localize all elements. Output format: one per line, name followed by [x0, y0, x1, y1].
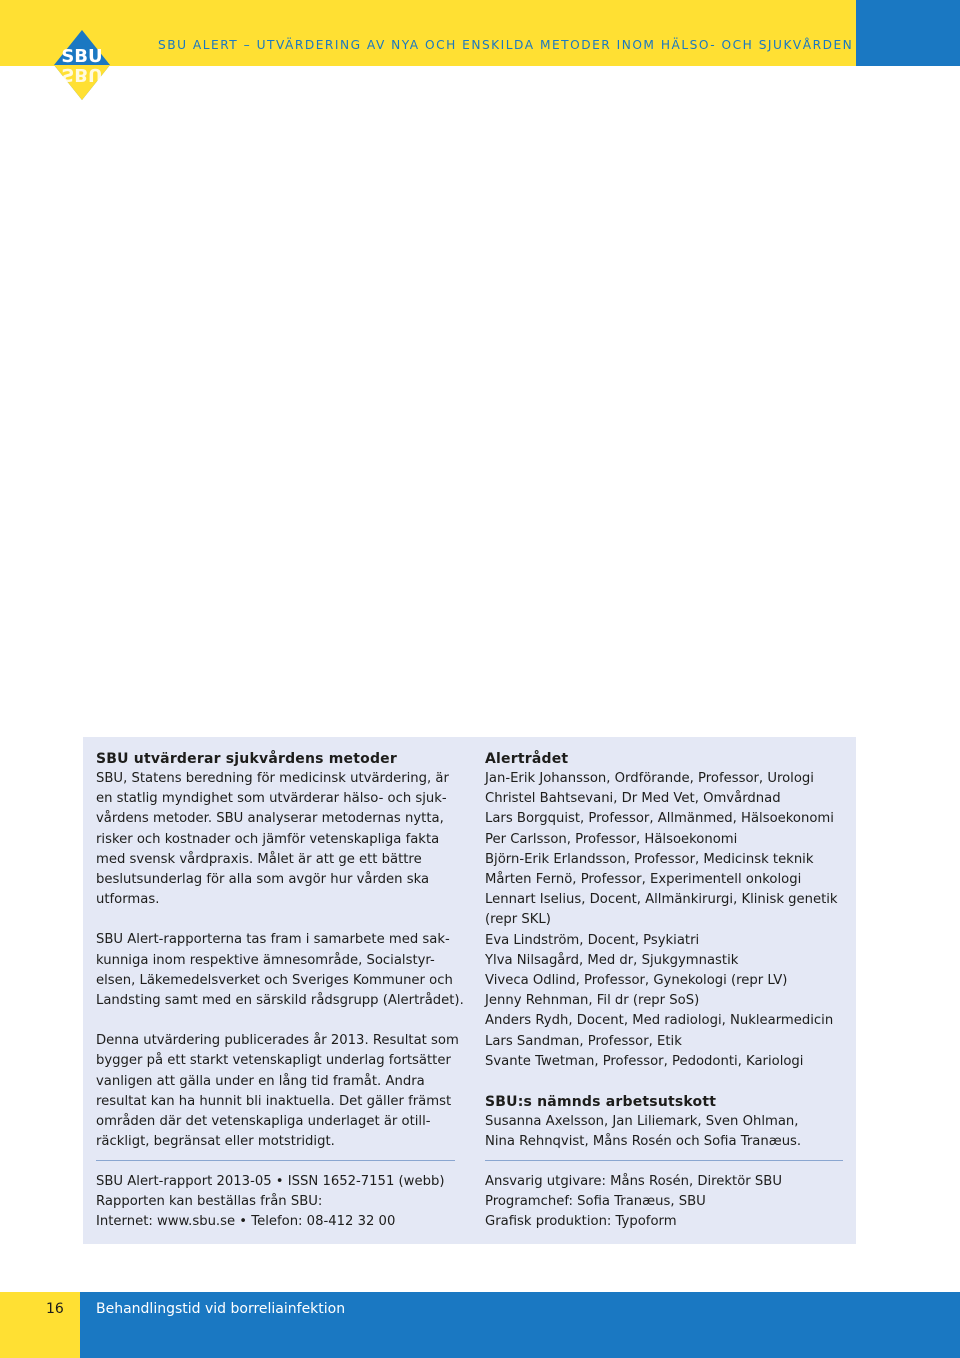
list-item: Mårten Fernö, Professor, Experimentell onkologi: [485, 872, 802, 888]
footer-title: Behandlingstid vid borreliainfektion: [96, 1301, 346, 1317]
footer-yellow-block: [0, 1292, 80, 1358]
contact-info: Internet: www.sbu.se • Telefon: 08-412 32 00: [96, 1214, 396, 1230]
text-line: vårdens metoder. SBU analyserar metodernas nytta,: [96, 811, 444, 827]
text-line: Denna utvärdering publicerades år 2013. Resultat som: [96, 1033, 459, 1049]
header-blue-block: [856, 0, 960, 66]
text-line: risker och kostnader och jämför vetenskapliga fakta: [96, 831, 440, 847]
list-item: Anders Rydh, Docent, Med radiologi, Nuklearmedicin: [485, 1013, 834, 1029]
list-item: Svante Twetman, Professor, Pedodonti, Kariologi: [485, 1053, 804, 1069]
text-line: bygger på ett starkt vetenskapligt underlag fortsätter: [96, 1053, 451, 1069]
list-item: Eva Lindström, Docent, Psykiatri: [485, 932, 700, 948]
para-collaboration: [96, 930, 464, 1011]
list-item: Jan-Erik Johansson, Ordförande, Professor, Urologi: [485, 771, 814, 786]
text-line: SBU, Statens beredning för medicinsk utvärdering, är: [96, 771, 449, 786]
order-info: Rapporten kan beställas från SBU:: [96, 1194, 323, 1210]
para-intro: [96, 769, 453, 910]
page-number: 16: [46, 1301, 64, 1317]
para-publication: [96, 1031, 459, 1152]
text-line: resultat kan ha hunnit bli inaktuella. Det gäller främst: [96, 1093, 452, 1109]
text-line: områden där det vetenskapliga underlaget är otill-: [96, 1114, 431, 1130]
alertradet-heading: Alertrådet: [485, 751, 569, 767]
committee-heading: SBU:s nämnds arbetsutskott: [485, 1094, 717, 1111]
list-item: Ylva Nilsagård, Med dr, Sjukgymnastik: [485, 952, 739, 968]
list-item: Lennart Iselius, Docent, Allmänkirurgi, Klinisk genetik: [485, 892, 838, 908]
list-item: Jenny Rehnman, Fil dr (repr SoS): [485, 993, 700, 1009]
text-line: beslutsunderlag för alla som avgör hur vården ska: [96, 872, 430, 888]
text-line: en statlig myndighet som utvärderar hälso- och sjuk-: [96, 791, 447, 807]
list-item: Per Carlsson, Professor, Hälsoekonomi: [485, 831, 738, 847]
list-item: Christel Bahtsevani, Dr Med Vet, Omvårdnad: [485, 791, 781, 807]
publisher: Ansvarig utgivare: Måns Rosén, Direktör SBU: [485, 1174, 782, 1189]
committee-list: [485, 1112, 845, 1152]
left-heading: SBU utvärderar sjukvårdens metoder: [96, 751, 397, 767]
sbu-logo: [52, 28, 112, 102]
header-band: [0, 0, 856, 66]
graphic-production: Grafisk produktion: Typoform: [485, 1214, 677, 1230]
text-line: Nina Rehnqvist, Måns Rosén och Sofia Tranæus.: [485, 1134, 802, 1150]
list-item: Björn-Erik Erlandsson, Professor, Medicinsk teknik: [485, 851, 814, 867]
list-item: Viveca Odlind, Professor, Gynekologi (repr LV): [485, 973, 788, 989]
logo-text-mirror: SBU: [61, 64, 103, 85]
publisher-info: [485, 1172, 845, 1233]
list-item: Lars Sandman, Professor, Etik: [485, 1033, 682, 1049]
divider-right: [485, 1160, 843, 1161]
text-line: kunniga inom respektive ämnesområde, Socialstyr-: [96, 952, 435, 968]
list-item: Lars Borgquist, Professor, Allmänmed, Hälsoekonomi: [485, 811, 834, 827]
left-column: [96, 749, 464, 1152]
report-id: SBU Alert-rapport 2013-05 • ISSN 1652-7151 (webb): [96, 1174, 445, 1189]
list-item: (repr SKL): [485, 912, 551, 928]
program-chief: Programchef: Sofia Tranæus, SBU: [485, 1194, 706, 1210]
text-line: räckligt, begränsat eller motstridigt.: [96, 1134, 335, 1150]
text-line: utformas.: [96, 892, 160, 908]
text-line: vanligen att gälla under en lång tid framåt. Andra: [96, 1073, 425, 1089]
report-info: [96, 1172, 456, 1233]
right-column: [485, 749, 845, 1152]
members-list: [485, 769, 845, 1072]
logo-text-top: SBU: [61, 46, 103, 67]
divider-left: [96, 1160, 455, 1161]
text-line: elsen, Läkemedelsverket och Sveriges Kommuner och: [96, 972, 453, 988]
header-title: SBU ALERT – UTVÄRDERING AV NYA OCH ENSKILDA METODER INOM HÄLSO- OCH SJUKVÅRDEN: [158, 38, 854, 52]
text-line: med svensk vårdpraxis. Målet är att ge ett bättre: [96, 851, 422, 867]
text-line: SBU Alert-rapporterna tas fram i samarbete med sak-: [96, 932, 450, 948]
text-line: Landsting samt med en särskild rådsgrupp (Alertrådet).: [96, 993, 464, 1009]
text-line: Susanna Axelsson, Jan Liliemark, Sven Ohlman,: [485, 1114, 799, 1130]
